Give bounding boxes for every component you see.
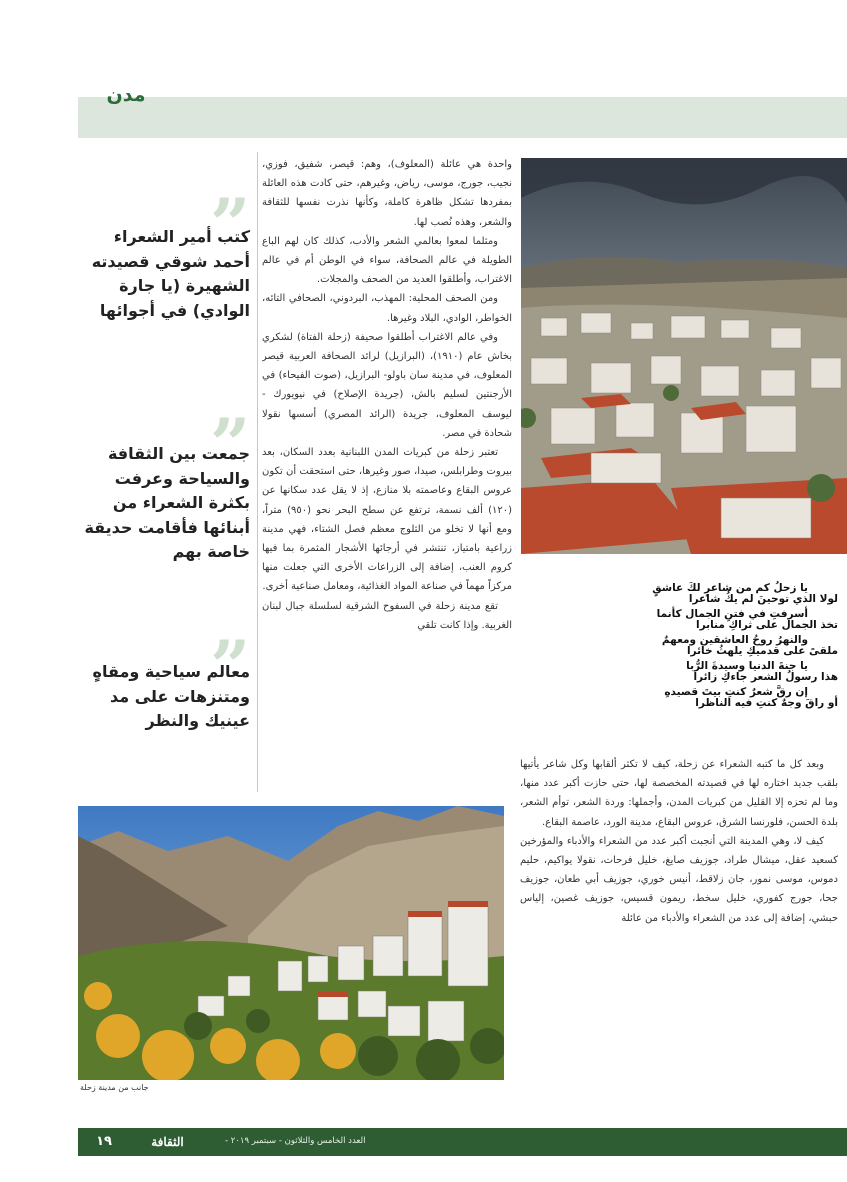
body-paragraph: وبعد كل ما كتبه الشعراء عن زحلة، كيف لا تكثر ألقابها وكل شاعر يأتيها بلقب جديد اختاره لها في قصيدته المخصصة لها، حتى حازت أكبر عدد منها، وما لم تحزه إلا القليل من كبريات المدن، وأجملها: وردة الشعر، توأم الشعر، بلدة الحسن، فلورنسا الشرق، عروس البقاع، مدينة الورد، عاصمة البقاع. xyxy=(520,759,838,828)
quote-mark-icon: ” xyxy=(210,183,251,266)
body-paragraph: تعتبر زحلة من كبريات المدن اللبنانية بعدد السكان، بعد بيروت وطرابلس، صيدا، صور وغيرها، حتى استحقت أن تكون عروس البقاع وعاصمته بلا منازع، إذ لا يقل عدد سكانها عن (١٢٠) ألف نسمة، ترتفع عن سطح البحر نحو (٩٥٠) متراً، ومع أنها لا تخلو من الثلوج معظم فصل الشتاء، فهي مدينة زراعية بامتياز، تنتشر في أرجائها الأشجار المثمرة بما فيها كروم العنب، إضافة إلى الزراعات الأخرى التي جعلت منها مركزاً مهماً في صناعة المواد الغذائية، ومعامل صناعية أخرى. xyxy=(262,447,512,593)
poem-line: يا جنةَ الدنيا وسيدةَ الرُّبا xyxy=(686,660,808,672)
poem-line: يا زحلُ كم من شاعرٍ لكَ عاشقٍ xyxy=(652,582,808,594)
magazine-logo: الثقافة xyxy=(151,1135,184,1149)
quote-mark-icon: ” xyxy=(210,403,251,486)
poem-line: هذا رسولُ الشعر جاءكِ زائرا xyxy=(693,671,838,683)
poem-line: أو راقَ وجهٌ كنتِ فيه الناظرا xyxy=(695,697,838,709)
poem-line: أسرفتِ في فتنِ الجمال كأنما xyxy=(656,608,808,620)
body-paragraph: ومثلما لمعوا بعالمي الشعر والأدب، كذلك كان لهم الباع الطويلة في عالم الصحافة، سواء في الوطن أم في عالم الاغتراب، وأطلقوا العديد من الصحف والمجلات. xyxy=(262,235,512,286)
right-text-column xyxy=(520,755,838,1087)
photo-caption: جانب من مدينة زحلة xyxy=(80,1083,149,1092)
middle-text-column xyxy=(262,155,512,807)
body-paragraph: كيف لا، وهي المدينة التي أنجبت أكبر عدد من الشعراء والأدباء والمؤرخين كسعيد عقل، ميشال طراد، جوزيف صايغ، خليل فرحات، نقولا يواكيم، حليم دموس، موسى نمور، جان زلاقط، أنيس خوري، جوزيف أبي طعان، جوزيف جحا، جورج كفوري، خليل سخط، ريمون قسيس، جوزيف غصين، إلياس حبشي، إضافة إلى عدد من الشعراء والأدباء من عائلة xyxy=(520,835,838,924)
poem-block xyxy=(520,583,838,709)
city-photo xyxy=(521,158,847,554)
poem-line: ملقىً على قدميكِ يلهثُ خائرا xyxy=(686,645,838,657)
body-paragraph: تقع مدينة زحلة في السفوح الشرقية لسلسلة جبال لبنان الغربية. وإذا كانت تلقي xyxy=(262,600,512,631)
body-paragraph: وفي عالم الاغتراب أطلقوا صحيفة (زحلة الفتاة) لشكري بخاش عام (١٩١٠)، (البرازيل) لرائد الصحافة العربية قيصر المعلوف، في مدينة سان باولو- البرازيل، (صوت الفيحاء) في الأرجنتين لسليم بالش، (جريدة الإصلاح) في نيويورك - ليوسف المعلوف، جريدة (الرائد المصري) أسسها نقولا شحادة في مصر. xyxy=(262,331,512,439)
body-paragraph: واحدة هي عائلة (المعلوف)، وهم: قيصر، شفيق، فوزي، نجيب، جورج، موسى، رياض، وغيرهم، حتى كادت هذه العائلة بمفردها تشكل ظاهرة كاملة، وكأنها نذرت نفسها للثقافة والشعر، وهذه نُصب لها. xyxy=(262,159,512,228)
page-number: ١٩ xyxy=(96,1134,112,1149)
city-photo-illustration xyxy=(521,158,847,554)
issue-info: العدد الخامس والثلاثون - سبتمبر ٢٠١٩ - xyxy=(225,1136,366,1146)
body-paragraph: ومن الصحف المحلية: المهذب، البردوني، الصحافي التائه، الخواطر، الوادي، البلاد وغيرها. xyxy=(262,293,512,324)
quote-mark-icon: ” xyxy=(210,625,251,708)
pullquote-2: جمعت بين الثقافة والسياحة وعرفت بكثرة الشعراء من أبنائها فأقامت حديقة خاصة بهم xyxy=(84,444,250,561)
valley-photo xyxy=(78,806,504,1080)
poem-line: إن رقَّ شعرٌ كنتِ بيتَ قصيدهِ xyxy=(664,686,808,698)
section-title: مدن xyxy=(106,84,146,106)
poem-line: تخذ الجمال على ثراكِ منابرا xyxy=(696,619,838,631)
section-header-band xyxy=(78,97,847,138)
poem-line: لولا الذي توحينَ لم يكُ شاعرا xyxy=(688,593,838,605)
poem-line: والنهرُ روحُ العاشقين ومعهمٌ xyxy=(661,634,808,646)
pullquote-3: معالم سياحية ومقاهٍ ومتنزهات على مد عينيك والنظر xyxy=(92,662,250,730)
pullquote-1: كتب أمير الشعراء أحمد شوقي قصيدته الشهيرة (يا جارة الوادي) في أجوائها xyxy=(91,227,250,320)
valley-photo-illustration xyxy=(78,806,504,1080)
column-divider xyxy=(257,152,258,792)
